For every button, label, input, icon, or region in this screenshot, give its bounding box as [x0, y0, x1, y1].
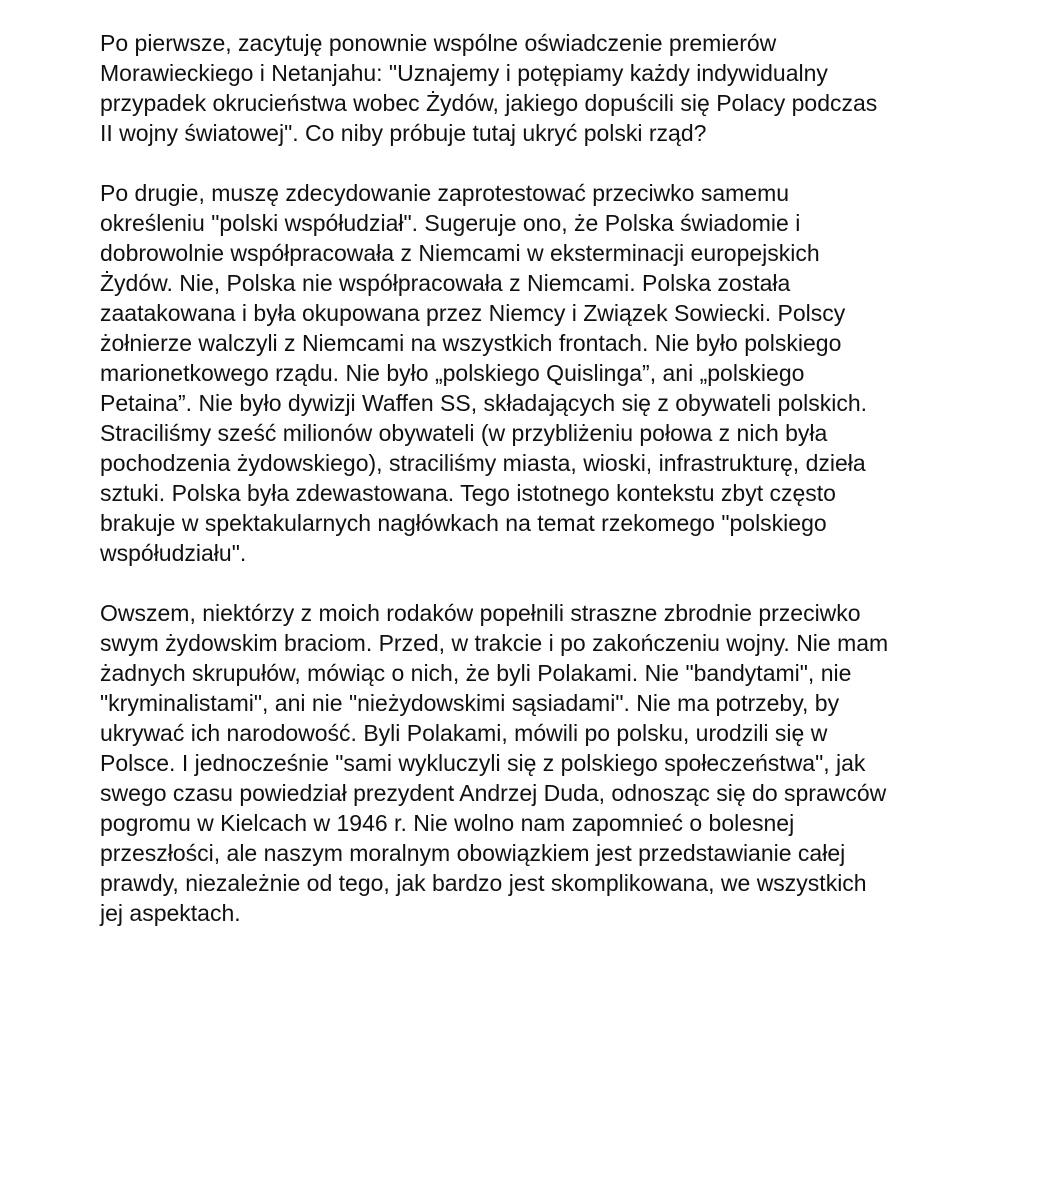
text-line: żadnych skrupułów, mówiąc o nich, że byli Polakami. Nie "bandytami", nie	[100, 660, 852, 686]
text-line: pochodzenia żydowskiego), straciliśmy miasta, wioski, infrastrukturę, dzieła	[100, 450, 866, 476]
text-line: brakuje w spektakularnych nagłówkach na temat rzekomego "polskiego	[100, 510, 827, 536]
text-line: Petaina”. Nie było dywizji Waffen SS, składających się z obywateli polskich.	[100, 390, 868, 416]
text-line: jej aspektach.	[100, 900, 241, 926]
text-line: Straciliśmy sześć milionów obywateli (w przybliżeniu połowa z nich była	[100, 420, 828, 446]
text-line: Morawieckiego i Netanjahu: "Uznajemy i potępiamy każdy indywidualny	[100, 60, 828, 86]
text-line: przypadek okrucieństwa wobec Żydów, jakiego dopuścili się Polacy podczas	[100, 90, 878, 116]
text-line: "kryminalistami", ani nie "nieżydowskimi sąsiadami". Nie ma potrzeby, by	[100, 690, 840, 716]
text-line: żołnierze walczyli z Niemcami na wszystkich frontach. Nie było polskiego	[100, 330, 842, 356]
document-body	[100, 28, 960, 958]
text-line: Żydów. Nie, Polska nie współpracowała z Niemcami. Polska została	[100, 270, 791, 296]
text-line: określeniu "polski współudział". Sugeruje ono, że Polska świadomie i	[100, 210, 801, 236]
text-line: sztuki. Polska była zdewastowana. Tego istotnego kontekstu zbyt często	[100, 480, 836, 506]
paragraph-3	[100, 598, 960, 928]
text-line: prawdy, niezależnie od tego, jak bardzo jest skomplikowana, we wszystkich	[100, 870, 867, 896]
text-line: swego czasu powiedział prezydent Andrzej Duda, odnosząc się do sprawców	[100, 780, 887, 806]
text-line: II wojny światowej". Co niby próbuje tutaj ukryć polski rząd?	[100, 120, 707, 146]
text-line: zaatakowana i była okupowana przez Niemcy i Związek Sowiecki. Polscy	[100, 300, 846, 326]
text-line: marionetkowego rządu. Nie było „polskiego Quislinga”, ani „polskiego	[100, 360, 805, 386]
text-line: przeszłości, ale naszym moralnym obowiązkiem jest przedstawianie całej	[100, 840, 846, 866]
text-line: ukrywać ich narodowość. Byli Polakami, mówili po polsku, urodzili się w	[100, 720, 828, 746]
text-line: Po pierwsze, zacytuję ponownie wspólne oświadczenie premierów	[100, 30, 777, 56]
paragraph-1	[100, 28, 960, 148]
text-line: Owszem, niektórzy z moich rodaków popełnili straszne zbrodnie przeciwko	[100, 600, 861, 626]
text-line: współudziału".	[100, 540, 247, 566]
text-line: dobrowolnie współpracowała z Niemcami w eksterminacji europejskich	[100, 240, 820, 266]
text-line: swym żydowskim braciom. Przed, w trakcie i po zakończeniu wojny. Nie mam	[100, 630, 889, 656]
text-line: Po drugie, muszę zdecydowanie zaprotestować przeciwko samemu	[100, 180, 790, 206]
text-line: Polsce. I jednocześnie "sami wykluczyli się z polskiego społeczeństwa", jak	[100, 750, 866, 776]
paragraph-2	[100, 178, 960, 568]
text-line: pogromu w Kielcach w 1946 r. Nie wolno nam zapomnieć o bolesnej	[100, 810, 795, 836]
